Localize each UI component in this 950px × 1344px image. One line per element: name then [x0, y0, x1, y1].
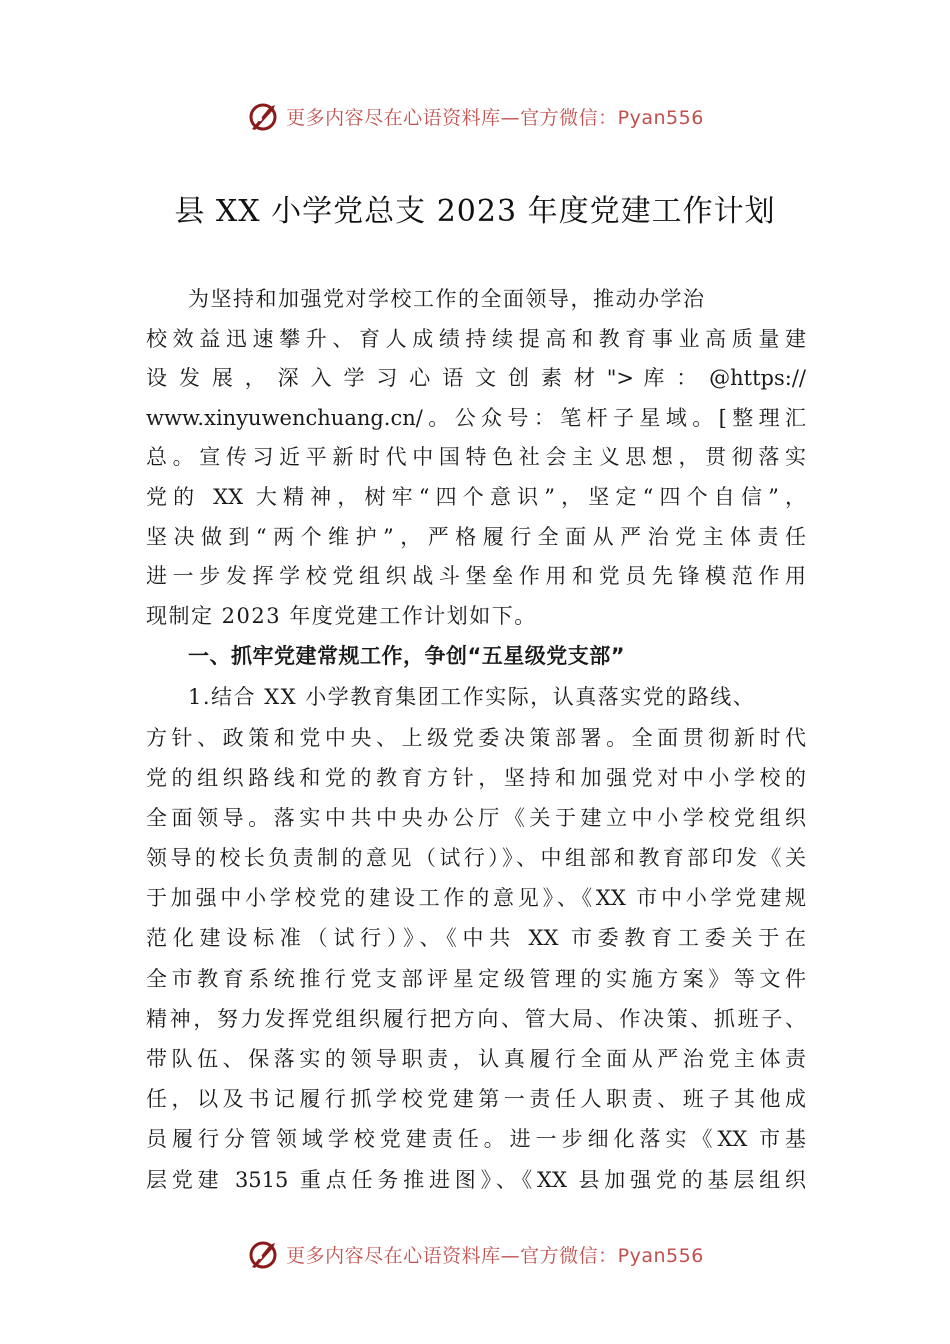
- paragraph-line: 全面领导。落实中共中央办公厅《关于建立中小学校党组织: [146, 805, 806, 830]
- paragraph-line: 任，以及书记履行抓学校党建第一责任人职责、班子其他成: [146, 1087, 806, 1112]
- paragraph-line: 校效益迅速攀升、育人成绩持续提高和教育事业高质量建: [146, 326, 806, 351]
- banner-text: 更多内容尽在心语资料库—官方微信：Pyan556: [286, 106, 704, 129]
- paragraph-line: 党的 XX 大精神，树牢“四个意识”，坚定“四个自信”，: [146, 484, 806, 509]
- banner-text: 更多内容尽在心语资料库—官方微信：Pyan556: [286, 1244, 704, 1267]
- paragraph-line: 现制定 2023 年度党建工作计划如下。: [146, 603, 537, 628]
- paragraph-line: 于加强中小学校党的建设工作的意见》、《XX 市中小学党建规: [146, 886, 806, 911]
- document-title: 县 XX 小学党总支 2023 年度党建工作计划: [174, 194, 776, 229]
- paragraph-line: 总。宣传习近平新时代中国特色社会主义思想，贯彻落实: [146, 445, 806, 470]
- document-body: [146, 280, 806, 1200]
- paragraph-line: 层党建 3515 重点任务推进图》、《XX 县加强党的基层组织: [146, 1167, 806, 1192]
- paragraph-line: www.xinyuwenchuang.cn/。公众号：笔杆子星域。[整理汇: [146, 405, 806, 430]
- paragraph-line: 范化建设标准（试行）》、《中共 XX 市委教育工委关于在: [146, 926, 806, 951]
- paragraph-line: 方针、政策和党中央、上级党委决策部署。全面贯彻新时代: [146, 725, 806, 750]
- paragraph-line: 员履行分管领域学校党建责任。进一步细化落实《XX 市基: [146, 1127, 806, 1152]
- paragraph-line: 坚决做到“两个维护”，严格履行全面从严治党主体责任: [146, 524, 806, 549]
- paragraph-line: 1.结合 XX 小学教育集团工作实际，认真落实党的路线、: [188, 685, 756, 710]
- header-watermark-banner: [0, 96, 950, 136]
- pen-nib-circle-icon: [246, 99, 280, 133]
- paragraph-line: 党的组织路线和党的教育方针，坚持和加强党对中小学校的: [146, 765, 806, 790]
- paragraph-line: 设 发 展 ， 深 入 学 习 心 语 文 创 素 材 "> 库 ： @https://: [146, 366, 806, 391]
- paragraph-line: 全市教育系统推行党支部评星定级管理的实施方案》等文件: [146, 966, 806, 991]
- paragraph-line: 为坚持和加强党对学校工作的全面领导，推动办学治: [188, 287, 706, 311]
- paragraph-line: 进一步发挥学校党组织战斗堡垒作用和党员先锋模范作用: [146, 564, 806, 589]
- paragraph-intro: [146, 280, 806, 636]
- pen-nib-circle-icon: [246, 1237, 280, 1271]
- paragraph-line: 带队伍、保落实的领导职责，认真履行全面从严治党主体责: [146, 1047, 806, 1072]
- paragraph-section1: [146, 677, 806, 1199]
- paragraph-line: 领导的校长负责制的意见（试行）》、中组部和教育部印发《关: [146, 846, 806, 871]
- footer-watermark-banner: [0, 1234, 950, 1274]
- section-heading: 一、抓牢党建常规工作，争创“五星级党支部”: [188, 644, 626, 669]
- paragraph-line: 精神，努力发挥党组织履行把方向、管大局、作决策、抓班子、: [146, 1006, 806, 1031]
